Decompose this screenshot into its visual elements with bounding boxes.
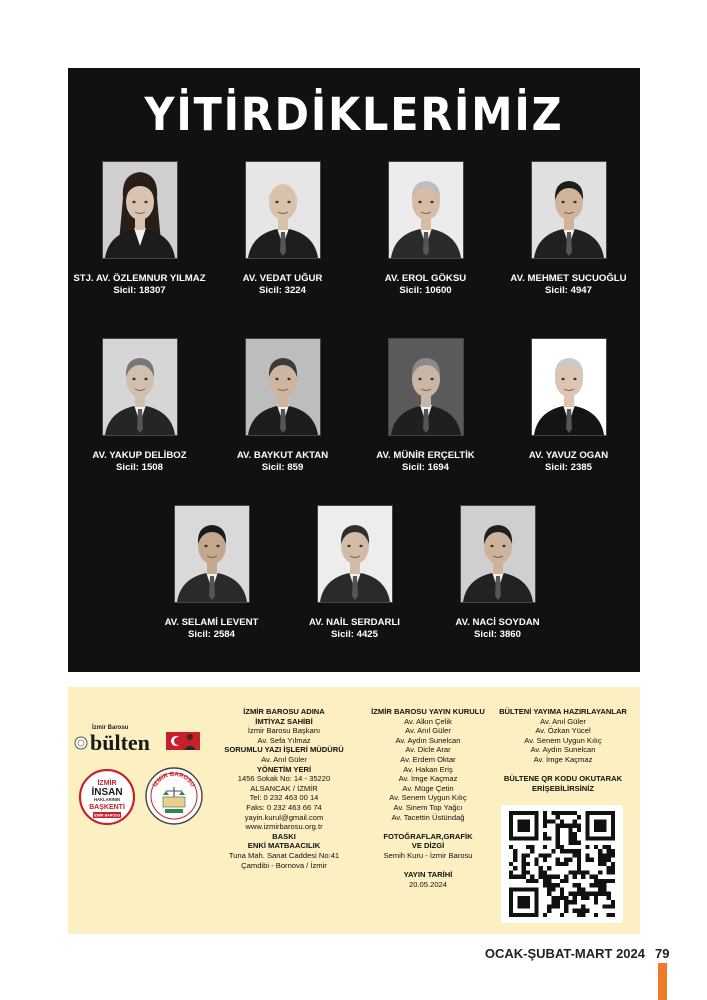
page-title: YİTİRDİKLERİMİZ bbox=[144, 88, 564, 141]
svg-text:HAKLARININ: HAKLARININ bbox=[93, 797, 121, 802]
portrait-photo bbox=[531, 338, 607, 436]
colophon-heading: FOTOĞRAFLAR,GRAFİK bbox=[383, 831, 473, 841]
portrait-photo bbox=[174, 505, 250, 603]
colophon-line: Av. Müge Çetin bbox=[402, 783, 454, 793]
svg-text:İNSAN: İNSAN bbox=[91, 787, 123, 798]
colophon-line: İzmir Barosu Başkanı bbox=[247, 726, 321, 736]
colophon-line: Tel: 0 232 463 00 14 bbox=[249, 793, 319, 803]
person-name: AV. EROL GÖKSU bbox=[384, 273, 467, 284]
memorial-card bbox=[354, 161, 497, 297]
bar-association-seal bbox=[145, 767, 203, 825]
person-name: AV. MEHMET SUCUOĞLU bbox=[510, 273, 627, 284]
colophon-line: Av. Tacettin Üstündağ bbox=[391, 812, 465, 822]
colophon-heading: BÜLTENİ YAYIMA HAZIRLAYANLAR bbox=[499, 707, 627, 716]
portrait-photo bbox=[102, 338, 178, 436]
memorial-card bbox=[68, 338, 211, 474]
colophon-line: Av. Anıl Güler bbox=[540, 716, 586, 726]
svg-text:BAŞKENTİ: BAŞKENTİ bbox=[89, 804, 125, 811]
editorial-board-column bbox=[358, 707, 498, 889]
memorial-card bbox=[283, 505, 426, 641]
portrait-photo bbox=[531, 161, 607, 259]
registry-number: Sicil: 1694 bbox=[402, 462, 449, 473]
colophon-heading: YAYIN TARİHİ bbox=[403, 870, 453, 880]
accent-bar bbox=[658, 963, 667, 1000]
registry-number: Sicil: 3224 bbox=[259, 285, 306, 296]
colophon-line: yayin.kurul@gmail.com bbox=[244, 812, 324, 822]
colophon-line: www.izmirbarosu.org.tr bbox=[245, 822, 323, 832]
colophon-line bbox=[498, 765, 628, 775]
person-name: AV. YAVUZ OGAN bbox=[528, 450, 609, 461]
person-name: AV. MÜNİR ERÇELTİK bbox=[376, 450, 475, 461]
registry-number: Sicil: 18307 bbox=[113, 285, 166, 296]
colophon-line: Av. Sefa Yılmaz bbox=[257, 735, 311, 745]
colophon-line: Av. İmge Kaçmaz bbox=[533, 754, 593, 764]
person-name: STJ. AV. ÖZLEMNUR YILMAZ bbox=[73, 273, 206, 284]
colophon-line: 20.05.2024 bbox=[408, 879, 447, 889]
colophon-heading: VE DİZGİ bbox=[411, 841, 445, 851]
colophon-heading: İZMİR BAROSU YAYIN KURULU bbox=[371, 707, 485, 716]
colophon-heading: YÖNETİM YERİ bbox=[256, 764, 312, 774]
memorial-card bbox=[497, 338, 640, 474]
portrait-photo bbox=[245, 338, 321, 436]
qr-code bbox=[501, 805, 623, 923]
registry-number: Sicil: 4947 bbox=[545, 285, 592, 296]
colophon-line: Av. Dicle Arar bbox=[405, 745, 451, 755]
colophon-heading: İMTİYAZ SAHİBİ bbox=[255, 716, 313, 726]
memorial-panel bbox=[68, 68, 640, 672]
svg-text:İzmir Barosu: İzmir Barosu bbox=[92, 725, 129, 731]
colophon-line: Av. Anıl Güler bbox=[405, 726, 451, 736]
colophon-line: Av. Sinem Top Yağcı bbox=[393, 802, 463, 812]
colophon-box bbox=[68, 687, 640, 934]
portrait-photo bbox=[460, 505, 536, 603]
memorial-card bbox=[354, 338, 497, 474]
registry-number: Sicil: 1508 bbox=[116, 462, 163, 473]
colophon-line: Av. Özkan Yücel bbox=[535, 726, 591, 736]
colophon-line: Av. Hakan Eriş bbox=[403, 764, 453, 774]
bulten-logo bbox=[74, 723, 202, 753]
colophon-line bbox=[358, 822, 498, 832]
memorial-card bbox=[497, 161, 640, 297]
colophon-line: Av. Alkın Çelik bbox=[404, 716, 452, 726]
colophon-line: Av. Aydın Sunelcan bbox=[530, 745, 596, 755]
issue-label: OCAK-ŞUBAT-MART 2024 bbox=[484, 946, 645, 961]
memorial-card bbox=[426, 505, 569, 641]
portrait-photo bbox=[245, 161, 321, 259]
colophon-line: Semih Kuru - İzmir Barosu bbox=[383, 850, 473, 860]
colophon-line bbox=[358, 861, 498, 871]
registry-number: Sicil: 3860 bbox=[474, 629, 521, 640]
person-name: AV. VEDAT UĞUR bbox=[242, 273, 323, 284]
colophon-heading: BASKI bbox=[272, 831, 296, 841]
colophon-line: ALSANCAK / İZMİR bbox=[250, 783, 318, 793]
colophon-heading: İZMİR BAROSU ADINA bbox=[243, 707, 325, 716]
registry-number: Sicil: 10600 bbox=[399, 285, 452, 296]
colophon-line: Tuna Mah. Sanat Caddesi No:41 bbox=[228, 850, 340, 860]
colophon-heading: ERİŞEBİLİRSİNİZ bbox=[531, 783, 595, 793]
portrait-photo bbox=[317, 505, 393, 603]
memorial-card bbox=[211, 338, 354, 474]
registry-number: Sicil: 2584 bbox=[188, 629, 235, 640]
colophon-line: Av. İmge Kaçmaz bbox=[398, 774, 458, 784]
colophon-line: Av. Aydın Sunelcan bbox=[395, 735, 461, 745]
svg-text:İZMİR: İZMİR bbox=[97, 780, 117, 787]
colophon-line: Av. Erdem Oktar bbox=[400, 754, 456, 764]
imprint-column bbox=[214, 707, 354, 870]
colophon-line: Av. Senem Uygun Kılıç bbox=[524, 735, 602, 745]
registry-number: Sicil: 4425 bbox=[331, 629, 378, 640]
svg-text:İZMİR BAROSU: İZMİR BAROSU bbox=[93, 813, 121, 818]
memorial-card bbox=[211, 161, 354, 297]
svg-text:bülten: bülten bbox=[90, 730, 150, 753]
colophon-line: Faks: 0 232 463 66 74 bbox=[246, 802, 322, 812]
portrait-photo bbox=[388, 338, 464, 436]
colophon-heading: ENKİ MATBAACILIK bbox=[247, 841, 321, 851]
page-number: 79 bbox=[655, 946, 670, 961]
portrait-photo bbox=[102, 161, 178, 259]
portrait-photo bbox=[388, 161, 464, 259]
colophon-line: Av. Anıl Güler bbox=[261, 754, 307, 764]
svg-text:İZMİR BAROSU: İZMİR BAROSU bbox=[152, 771, 196, 789]
colophon-heading: SORUMLU YAZI İŞLERİ MÜDÜRÜ bbox=[224, 745, 344, 755]
person-name: AV. YAKUP DELİBOZ bbox=[92, 450, 187, 461]
person-name: AV. NAİL SERDARLI bbox=[309, 617, 400, 628]
registry-number: Sicil: 2385 bbox=[545, 462, 592, 473]
memorial-card bbox=[140, 505, 283, 641]
colophon-line: Çamdibi - Bornova / İzmir bbox=[241, 860, 327, 870]
colophon-heading: BÜLTENE QR KODU OKUTARAK bbox=[503, 774, 623, 784]
memorial-card bbox=[68, 161, 211, 297]
colophon-line: Av. Senem Uygun Kılıç bbox=[389, 793, 467, 803]
colophon-line: 1456 Sokak No: 14 - 35220 bbox=[237, 774, 331, 784]
person-name: AV. SELAMİ LEVENT bbox=[164, 617, 259, 628]
preparers-column bbox=[498, 707, 628, 793]
person-name: AV. NACİ SOYDAN bbox=[455, 617, 540, 628]
person-name: AV. BAYKUT AKTAN bbox=[236, 450, 329, 461]
human-rights-badge bbox=[79, 769, 135, 825]
registry-number: Sicil: 859 bbox=[261, 462, 304, 473]
